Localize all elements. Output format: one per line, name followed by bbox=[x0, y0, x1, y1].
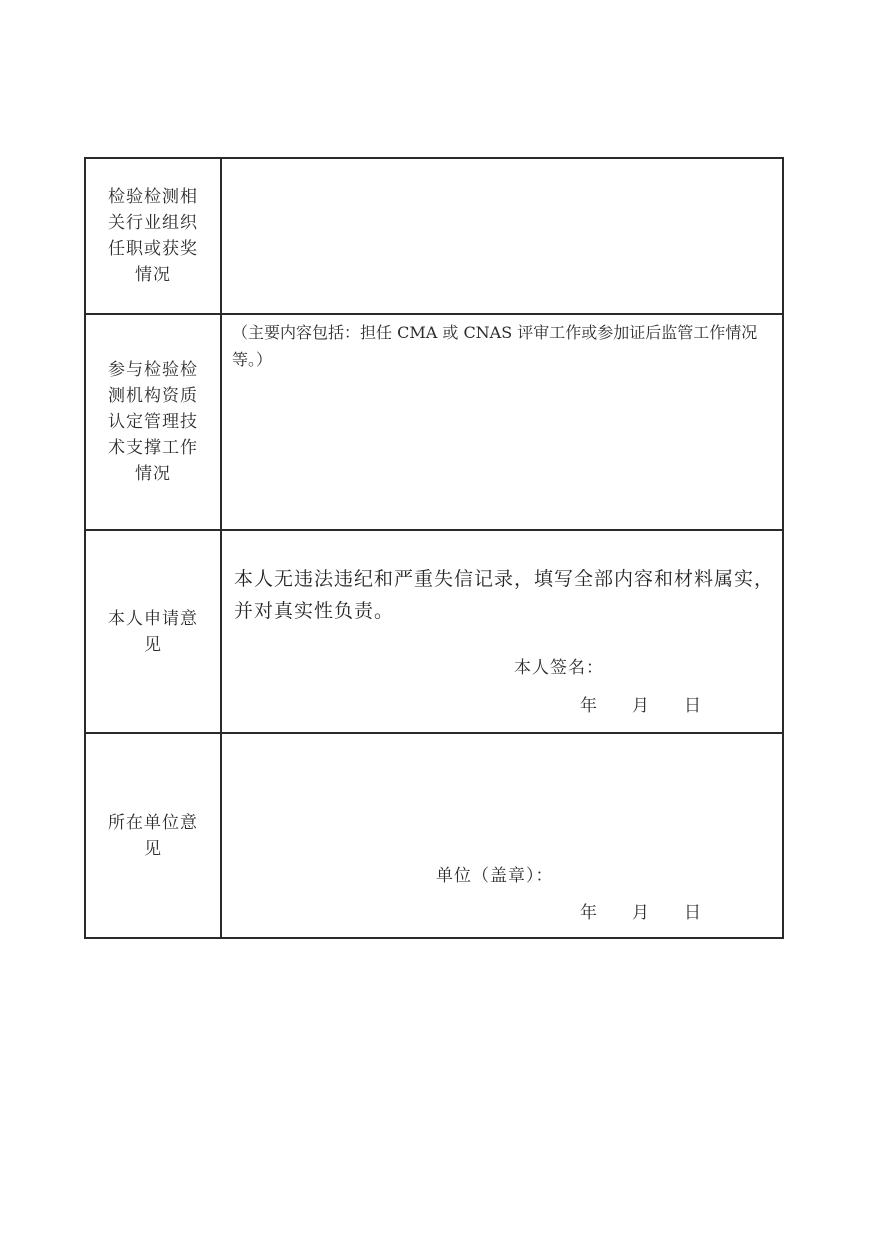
application-form-table bbox=[84, 157, 784, 939]
unit-opinion-field[interactable] bbox=[221, 733, 783, 938]
date-year-label: 年 bbox=[580, 903, 598, 923]
date-month-label: 月 bbox=[632, 696, 650, 716]
date-day-label: 日 bbox=[684, 903, 702, 923]
row-label-unit-opinion: 所在单位意见 bbox=[108, 812, 198, 859]
unit-seal-date bbox=[580, 898, 702, 923]
personal-signature-label: 本人签名： bbox=[514, 658, 604, 678]
table-row-organization-positions bbox=[85, 158, 783, 314]
table-row-personal-opinion bbox=[85, 530, 783, 733]
personal-signature-date bbox=[580, 691, 702, 716]
row-label-technical-support: 参与检验检测机构资质认定管理技术支撑工作情况 bbox=[108, 360, 198, 484]
technical-support-field[interactable] bbox=[221, 314, 783, 530]
label-cell bbox=[85, 314, 221, 530]
organization-positions-field[interactable] bbox=[221, 158, 783, 314]
technical-support-note: （主要内容包括：担任 CMA 或 CNAS 评审工作或参加证后监管工作情况等。） bbox=[232, 323, 758, 369]
date-year-label: 年 bbox=[580, 696, 598, 716]
label-cell bbox=[85, 733, 221, 938]
label-cell bbox=[85, 530, 221, 733]
row-label-organization-positions: 检验检测相关行业组织任职或获奖情况 bbox=[108, 187, 198, 285]
integrity-declaration: 本人无违法违纪和严重失信记录，填写全部内容和材料属实，并对真实性负责。 bbox=[234, 568, 775, 622]
personal-opinion-field[interactable] bbox=[221, 530, 783, 733]
row-label-personal-opinion: 本人申请意见 bbox=[108, 608, 198, 655]
date-day-label: 日 bbox=[684, 696, 702, 716]
unit-seal-label: 单位（盖章）： bbox=[436, 866, 554, 886]
date-month-label: 月 bbox=[632, 903, 650, 923]
label-cell bbox=[85, 158, 221, 314]
table-row-technical-support bbox=[85, 314, 783, 530]
table-row-unit-opinion bbox=[85, 733, 783, 938]
